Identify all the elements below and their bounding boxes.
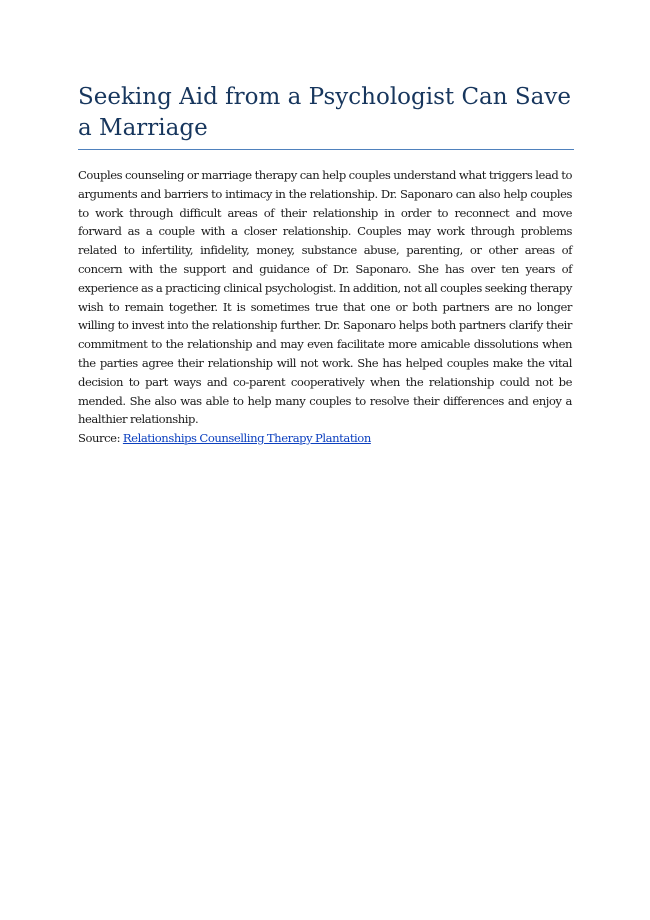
title-underline-divider bbox=[78, 149, 574, 150]
source-line bbox=[78, 429, 572, 448]
source-label: Source: bbox=[78, 431, 123, 445]
body-paragraph: Couples counseling or marriage therapy can help couples understand what triggers lead to arguments and barriers to intimacy in the relationship. Dr. Saponaro can also help couples to work through difficult areas of their relationship in order to reconnect and move forward as a couple with a closer relationship. Couples may work through problems related to infertility, infidelity, money, substance abuse, parenting, or other areas of concern with the support and guidance of Dr. Saponaro. She has over ten years of experience as a practicing clinical psychologist. In addition, not all couples seeking therapy wish to remain together. It is sometimes true that one or both partners are no longer willing to invest into the relationship further. Dr. Saponaro helps both partners clarify their commitment to the relationship and may even facilitate more amicable dissolutions when the parties agree their relationship will not work. She has helped couples make the vital decision to part ways and co-parent cooperatively when the relationship could not be mended. She also was able to help many couples to resolve their differences and enjoy a healthier relationship. bbox=[78, 168, 572, 427]
document-title: Seeking Aid from a Psychologist Can Save a Marriage bbox=[78, 84, 571, 141]
source-link[interactable]: Relationships Counselling Therapy Plantation bbox=[122, 431, 371, 445]
